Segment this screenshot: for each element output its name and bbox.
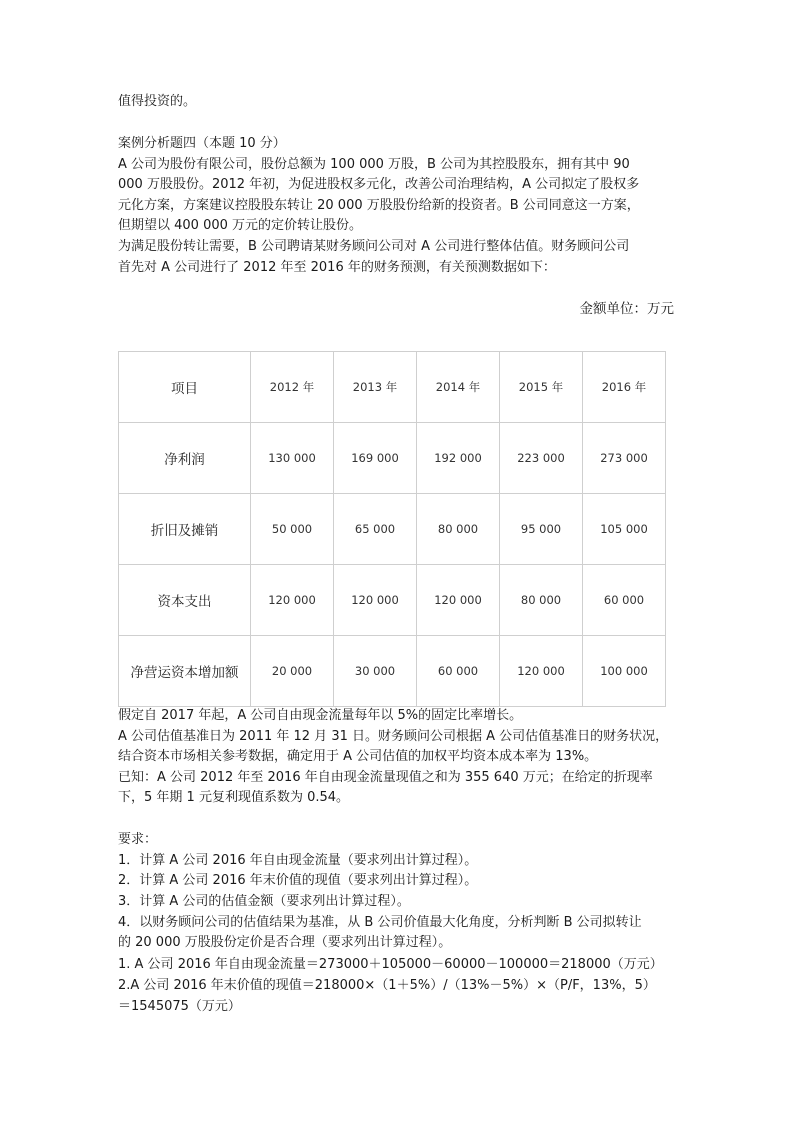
table-cell: 120 000	[251, 565, 334, 636]
header-cell: 2016 年	[583, 352, 666, 423]
table-cell: 130 000	[251, 423, 334, 494]
text-line: 假定自 2017 年起，A 公司自由现金流量每年以 5%的固定比率增长。	[118, 708, 523, 723]
table-row	[119, 423, 666, 494]
header-cell: 项目	[119, 352, 251, 423]
table-cell: 105 000	[583, 494, 666, 565]
table-row	[119, 636, 666, 707]
table-cell: 80 000	[417, 494, 500, 565]
requirement-item: 3．计算 A 公司的估值金额（要求列出计算过程）。	[118, 894, 410, 909]
text-line: 000 万股股份。2012 年初，为促进股权多元化，改善公司治理结构，A 公司拟定了股权多	[118, 177, 640, 192]
header-cell: 2014 年	[417, 352, 500, 423]
table-cell: 120 000	[417, 565, 500, 636]
text-line: 首先对 A 公司进行了 2012 年至 2016 年的财务预测，有关预测数据如下：	[118, 260, 556, 275]
requirement-item: 4．以财务顾问公司的估值结果为基准，从 B 公司价值最大化角度，分析判断 B 公司拟转让	[118, 915, 642, 930]
text-line: 元化方案，方案建议控股股东转让 20 000 万股股份给新的投资者。B 公司同意这一方案，	[118, 198, 640, 213]
header-cell: 2015 年	[500, 352, 583, 423]
answer-line: 2.A 公司 2016 年末价值的现值＝218000×（1＋5%）/（13%－5%）×（P/F，13%，5）	[118, 978, 656, 993]
table-cell: 192 000	[417, 423, 500, 494]
forecast-table	[118, 351, 666, 707]
table-cell: 60 000	[583, 565, 666, 636]
text-line: 为满足股份转让需要，B 公司聘请某财务顾问公司对 A 公司进行整体估值。财务顾问公司	[118, 239, 630, 254]
requirement-item: 1．计算 A 公司 2016 年自由现金流量（要求列出计算过程）。	[118, 853, 478, 868]
text-line: 已知：A 公司 2012 年至 2016 年自由现金流量现值之和为 355 640 万元；在给定的折现率	[118, 770, 653, 785]
table-cell: 120 000	[334, 565, 417, 636]
table-header-row	[119, 352, 666, 423]
text-line: 结合资本市场相关参考数据，确定用于 A 公司估值的加权平均资本成本率为 13%。	[118, 749, 598, 764]
row-label: 净营运资本增加额	[119, 636, 251, 707]
table-row	[119, 494, 666, 565]
answer-line: ＝1545075（万元）	[118, 999, 241, 1014]
text-line: A 公司为股份有限公司，股份总额为 100 000 万股，B 公司为其控股股东，拥有其中 90	[118, 157, 630, 172]
row-label: 折旧及摊销	[119, 494, 251, 565]
table-cell: 60 000	[417, 636, 500, 707]
answer-line: 1. A 公司 2016 年自由现金流量＝273000＋105000－60000－100000＝218000（万元）	[118, 957, 663, 972]
row-label: 资本支出	[119, 565, 251, 636]
case-heading: 案例分析题四（本题 10 分）	[118, 136, 286, 151]
text-line: 下，5 年期 1 元复利现值系数为 0.54。	[118, 790, 350, 805]
table-row	[119, 565, 666, 636]
table-cell: 100 000	[583, 636, 666, 707]
header-cell: 2013 年	[334, 352, 417, 423]
table-cell: 273 000	[583, 423, 666, 494]
table-cell: 20 000	[251, 636, 334, 707]
text-line: 但期望以 400 000 万元的定价转让股份。	[118, 218, 363, 233]
text-line-continuation: 值得投资的。	[118, 94, 197, 109]
requirements-heading: 要求：	[118, 832, 158, 847]
table-cell: 80 000	[500, 565, 583, 636]
requirement-item: 的 20 000 万股股份定价是否合理（要求列出计算过程）。	[118, 935, 452, 950]
table-cell: 95 000	[500, 494, 583, 565]
header-cell: 2012 年	[251, 352, 334, 423]
table-cell: 65 000	[334, 494, 417, 565]
text-line: A 公司估值基准日为 2011 年 12 月 31 日。财务顾问公司根据 A 公司估值基准日的财务状况，	[118, 729, 669, 744]
table-cell: 50 000	[251, 494, 334, 565]
table-cell: 169 000	[334, 423, 417, 494]
table-cell: 223 000	[500, 423, 583, 494]
requirement-item: 2．计算 A 公司 2016 年末价值的现值（要求列出计算过程）。	[118, 873, 478, 888]
row-label: 净利润	[119, 423, 251, 494]
table-cell: 30 000	[334, 636, 417, 707]
unit-label: 金额单位：万元	[579, 301, 674, 317]
table-cell: 120 000	[500, 636, 583, 707]
